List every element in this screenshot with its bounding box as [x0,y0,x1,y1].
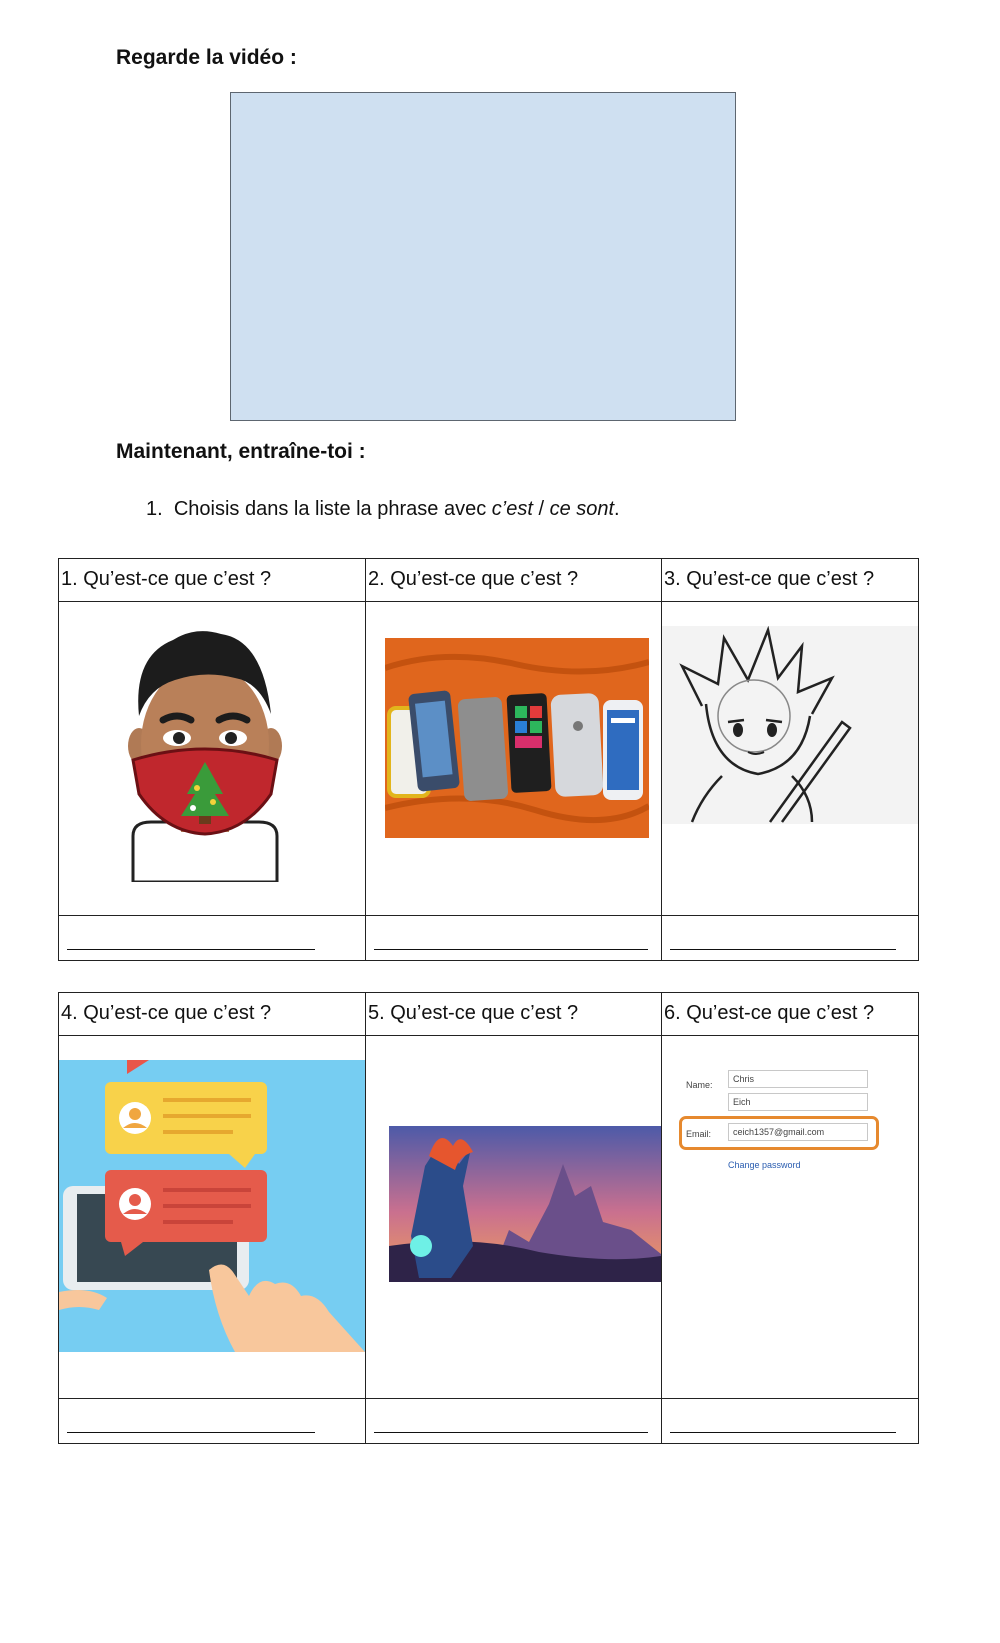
game-artwork-image [389,1126,661,1282]
question-header-4: 4. Qu’est-ce que c’est ? [59,993,366,1036]
chat-messages-image [59,1060,365,1352]
answer-cell-1[interactable] [59,916,366,961]
answer-cell-4[interactable] [59,1399,366,1444]
instruction-cesont: ce sont [549,498,615,520]
answer-cell-6[interactable] [662,1399,919,1444]
instruction-period: . [614,498,620,520]
heading-practice: Maintenant, entraîne-toi : [116,440,366,463]
instruction-text: Choisis dans la liste la phrase avec [173,498,492,520]
picture-cell-4 [59,1036,366,1399]
instruction-cest: c’est [491,498,533,520]
answer-line-3 [670,949,896,950]
answer-line-6 [670,1432,896,1433]
picture-cell-3 [662,602,919,916]
exercise-table-1 [58,558,919,961]
exercise-table-2 [58,992,919,1444]
answer-line-2 [374,949,648,950]
form-change-password: Change password [728,1160,801,1170]
question-header-3: 3. Qu’est-ce que c’est ? [662,559,919,602]
question-header-1: 1. Qu’est-ce que c’est ? [59,559,366,602]
boy-sketch-image [662,626,918,824]
answer-line-1 [67,949,315,950]
answer-line-4 [67,1432,315,1433]
form-email-value: ceich1357@gmail.com [728,1123,868,1141]
answer-cell-5[interactable] [366,1399,662,1444]
picture-cell-5 [366,1036,662,1399]
form-email-label: Email: [686,1129,712,1139]
form-first-name: Chris [728,1070,868,1088]
account-form-image [676,1070,902,1190]
question-header-6: 6. Qu’est-ce que c’est ? [662,993,919,1036]
answer-line-5 [374,1432,648,1433]
form-last-name: Eich [728,1093,868,1111]
instruction [146,498,620,521]
picture-cell-6 [662,1036,919,1399]
question-header-5: 5. Qu’est-ce que c’est ? [366,993,662,1036]
smartphones-image [385,638,649,838]
video-placeholder[interactable] [230,92,736,421]
instruction-number: 1. [146,498,163,520]
picture-cell-2 [366,602,662,916]
instruction-slash: / [532,498,550,520]
question-header-2: 2. Qu’est-ce que c’est ? [366,559,662,602]
answer-cell-2[interactable] [366,916,662,961]
picture-cell-1 [59,602,366,916]
masked-avatar-image [125,626,285,882]
answer-cell-3[interactable] [662,916,919,961]
form-name-label: Name: [686,1080,713,1090]
heading-watch-video: Regarde la vidéo : [116,46,297,69]
